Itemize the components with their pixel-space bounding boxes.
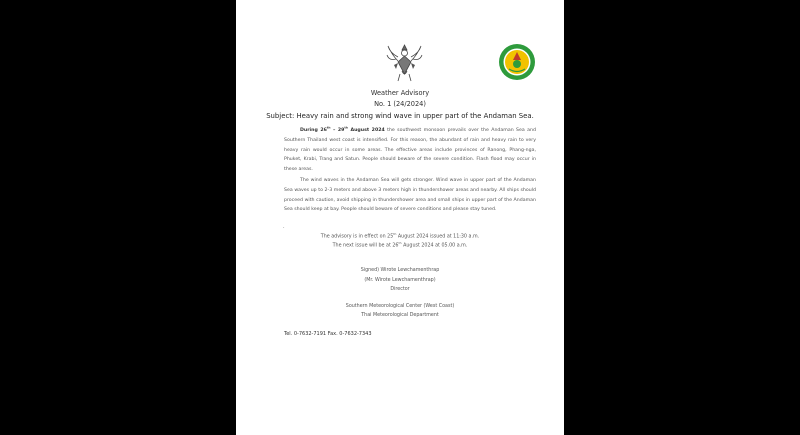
signature-name: Signed) Wirote Lewchamenthrap	[360, 268, 440, 273]
garuda-emblem-icon	[386, 41, 423, 83]
stray-mark: .	[283, 224, 285, 230]
paragraph-rain: During 26th – 29th August 2024 the southwest monsoon prevails over the Andaman Sea and Southern Thailand west coast is intensified. For this reason, the abundant of rain and heavy rain to very heavy rain would occur in some areas. The effective areas include provinces of Ranong, Phang-nga, Phuket, Krabi, Trang and Satun. People should beware of the severe condition. Flash flood may occur in these areas.	[284, 125, 536, 173]
advisory-subject: Subject: Heavy rain and strong wind wave in upper part of the Andaman Sea.	[266, 112, 534, 120]
advisory-title: Weather Advisory	[370, 89, 430, 97]
paragraph-date-range: During 26th – 29th August 2024	[300, 125, 385, 133]
effective-time: The advisory is in effect on 25th August 2024 issued at 11:30 a.m.	[320, 232, 480, 240]
contact-numbers: Tel. 0-7632-7191 Fax. 0-7632-7343	[284, 331, 372, 337]
paragraph-wind-wave: The wind waves in the Andaman Sea will gets stronger. Wind wave in upper part of the Andaman Sea waves up to 2-3 meters and above 3 meters high in thundershower areas and nearby. All ships should proceed with caution, avoid shipping in thundershower area and small ships in upper part of the Andaman Sea should keep at bay. People should beware of severe conditions and please stay tuned.	[284, 178, 536, 213]
signature-title: Director	[390, 287, 410, 292]
next-issue-time: The next issue will be at 26th August 2024 at 05.00 a.m.	[332, 241, 468, 249]
organization-center: Southern Meteorological Center (West Coast)	[345, 304, 455, 309]
signature-full-name: (Mr. Wirote Lewchamenthrap)	[364, 278, 436, 283]
organization-department: Thai Meteorological Department	[361, 313, 439, 318]
tmd-logo-icon	[498, 43, 536, 81]
advisory-number: No. 1 (24/2024)	[374, 100, 426, 108]
document-page	[236, 0, 564, 435]
